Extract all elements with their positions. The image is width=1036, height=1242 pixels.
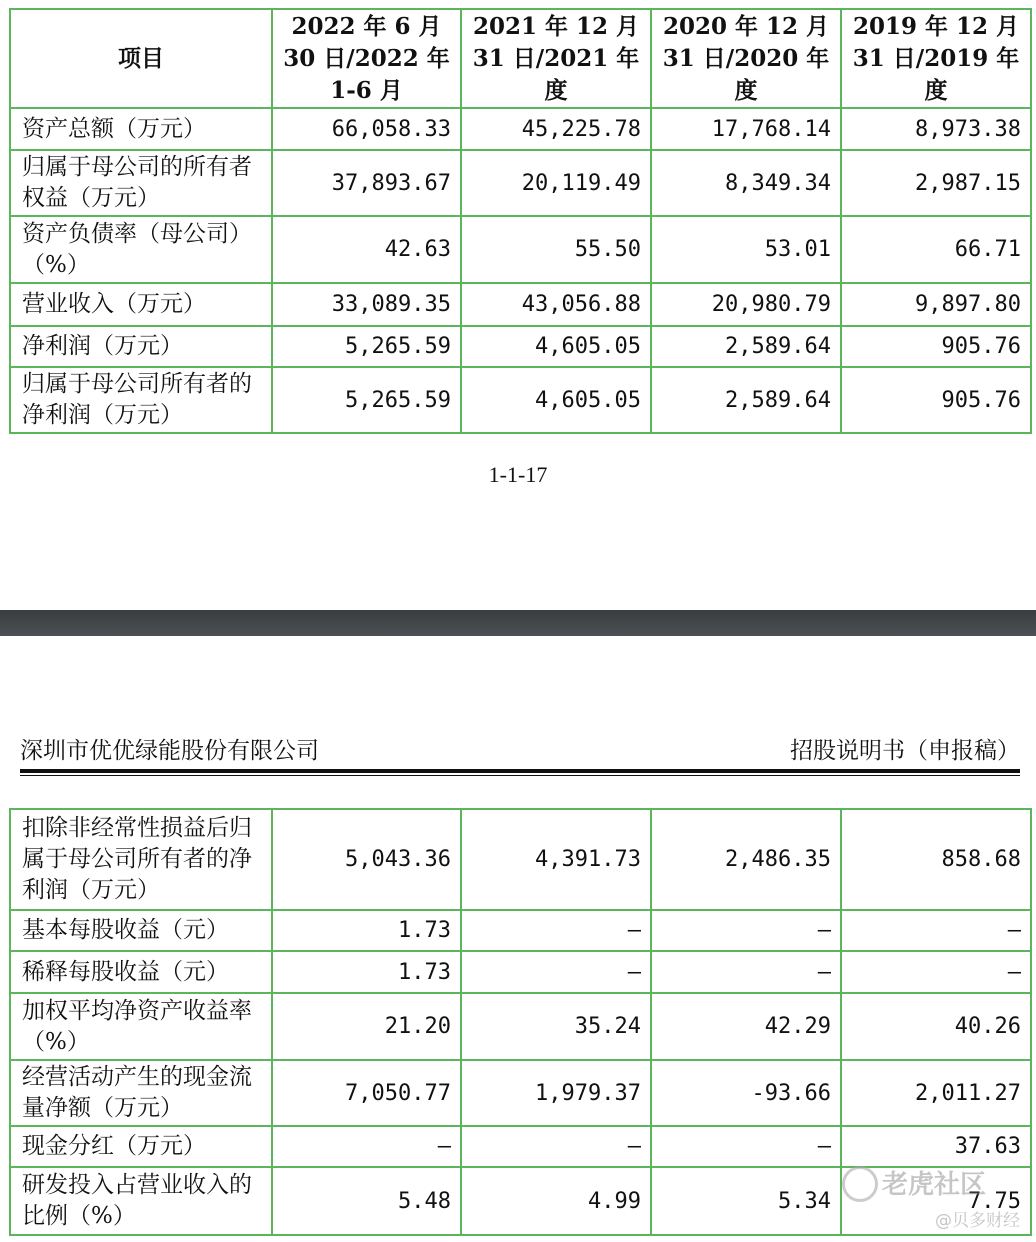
cell-value: 1,979.37: [461, 1060, 651, 1126]
cell-value: 7,050.77: [272, 1060, 461, 1126]
cell-value: –: [651, 951, 841, 993]
cell-value: 33,089.35: [272, 283, 461, 326]
row-label: 扣除非经常性损益后归属于母公司所有者的净利润（万元）: [10, 809, 272, 910]
cell-value: 45,225.78: [461, 108, 651, 150]
cell-value: –: [461, 951, 651, 993]
cell-value: 53.01: [651, 216, 841, 283]
running-header: [20, 732, 1020, 778]
cell-value: 905.76: [841, 367, 1031, 433]
financial-metrics-table-top: [9, 8, 1032, 434]
header-2020: 2020 年 12 月 31 日/2020 年度: [651, 9, 841, 108]
cell-value: 9,897.80: [841, 283, 1031, 326]
cell-value: 2,589.64: [651, 326, 841, 367]
cell-value: 37,893.67: [272, 150, 461, 216]
cell-value: 37.63: [841, 1126, 1031, 1167]
header-2021: 2021 年 12 月 31 日/2021 年度: [461, 9, 651, 108]
cell-value: 43,056.88: [461, 283, 651, 326]
table-row: [10, 326, 1031, 367]
row-label: 基本每股收益（元）: [10, 910, 272, 951]
cell-value: 5.34: [651, 1167, 841, 1235]
row-label: 资产总额（万元）: [10, 108, 272, 150]
cell-value: 2,987.15: [841, 150, 1031, 216]
cell-value: 17,768.14: [651, 108, 841, 150]
row-label: 加权平均净资产收益率（%）: [10, 993, 272, 1060]
cell-value: 2,011.27: [841, 1060, 1031, 1126]
table-row: [10, 283, 1031, 326]
cell-value: 42.29: [651, 993, 841, 1060]
cell-value: –: [841, 951, 1031, 993]
header-item: 项目: [10, 9, 272, 108]
table-row: [10, 809, 1031, 910]
company-name: 深圳市优优绿能股份有限公司: [20, 738, 319, 764]
cell-value: 55.50: [461, 216, 651, 283]
cell-value: –: [841, 910, 1031, 951]
cell-value: –: [461, 1126, 651, 1167]
page-number: 1-1-17: [488, 462, 548, 487]
cell-value: 40.26: [841, 993, 1031, 1060]
cell-value: 66,058.33: [272, 108, 461, 150]
cell-value: 21.20: [272, 993, 461, 1060]
cell-value: –: [651, 910, 841, 951]
cell-value: -93.66: [651, 1060, 841, 1126]
cell-value: 1.73: [272, 951, 461, 993]
watermark-user: @贝多财经: [935, 1211, 1020, 1231]
header-rule: [20, 769, 1020, 773]
row-label: 营业收入（万元）: [10, 283, 272, 326]
cell-value: 4,605.05: [461, 367, 651, 433]
row-label: 资产负债率（母公司）（%）: [10, 216, 272, 283]
header-rule-thin: [20, 775, 1020, 776]
header-2022h1: 2022 年 6 月 30 日/2022 年 1-6 月: [272, 9, 461, 108]
cell-value: 858.68: [841, 809, 1031, 910]
cell-value: 5,043.36: [272, 809, 461, 910]
watermark-brand: 老虎社区: [882, 1170, 987, 1200]
cell-value: 905.76: [841, 326, 1031, 367]
table-row: [10, 993, 1031, 1060]
cell-value: 20,980.79: [651, 283, 841, 326]
cell-value: 5,265.59: [272, 367, 461, 433]
cell-value: 2,486.35: [651, 809, 841, 910]
table-row: [10, 951, 1031, 993]
row-label: 归属于母公司的所有者权益（万元）: [10, 150, 272, 216]
table-row: [10, 108, 1031, 150]
table-row: [10, 150, 1031, 216]
cell-value: 4,391.73: [461, 809, 651, 910]
document-type: 招股说明书（申报稿）: [790, 738, 1020, 764]
row-label: 经营活动产生的现金流量净额（万元）: [10, 1060, 272, 1126]
table-row: [10, 367, 1031, 433]
cell-value: 66.71: [841, 216, 1031, 283]
cell-value: –: [272, 1126, 461, 1167]
watermark: [842, 1162, 1022, 1232]
row-label: 归属于母公司所有者的净利润（万元）: [10, 367, 272, 433]
cell-value: 1.73: [272, 910, 461, 951]
row-label: 现金分红（万元）: [10, 1126, 272, 1167]
table-header-row: [10, 9, 1031, 108]
cell-value: –: [651, 1126, 841, 1167]
tiger-logo-icon: [842, 1166, 878, 1202]
cell-value: 4.99: [461, 1167, 651, 1235]
row-label: 净利润（万元）: [10, 326, 272, 367]
table-row: [10, 216, 1031, 283]
row-label: 研发投入占营业收入的比例（%）: [10, 1167, 272, 1235]
cell-value: 20,119.49: [461, 150, 651, 216]
table-row: [10, 1060, 1031, 1126]
row-label: 稀释每股收益（元）: [10, 951, 272, 993]
cell-value: 42.63: [272, 216, 461, 283]
cell-value: 35.24: [461, 993, 651, 1060]
page-break-divider: [0, 610, 1036, 636]
cell-value: 7.75: [841, 1167, 1031, 1235]
table-row: [10, 910, 1031, 951]
cell-value: 4,605.05: [461, 326, 651, 367]
cell-value: 5,265.59: [272, 326, 461, 367]
cell-value: –: [461, 910, 651, 951]
table-row: [10, 1126, 1031, 1167]
cell-value: 5.48: [272, 1167, 461, 1235]
cell-value: 2,589.64: [651, 367, 841, 433]
cell-value: 8,349.34: [651, 150, 841, 216]
header-2019: 2019 年 12 月 31 日/2019 年度: [841, 9, 1031, 108]
cell-value: 8,973.38: [841, 108, 1031, 150]
